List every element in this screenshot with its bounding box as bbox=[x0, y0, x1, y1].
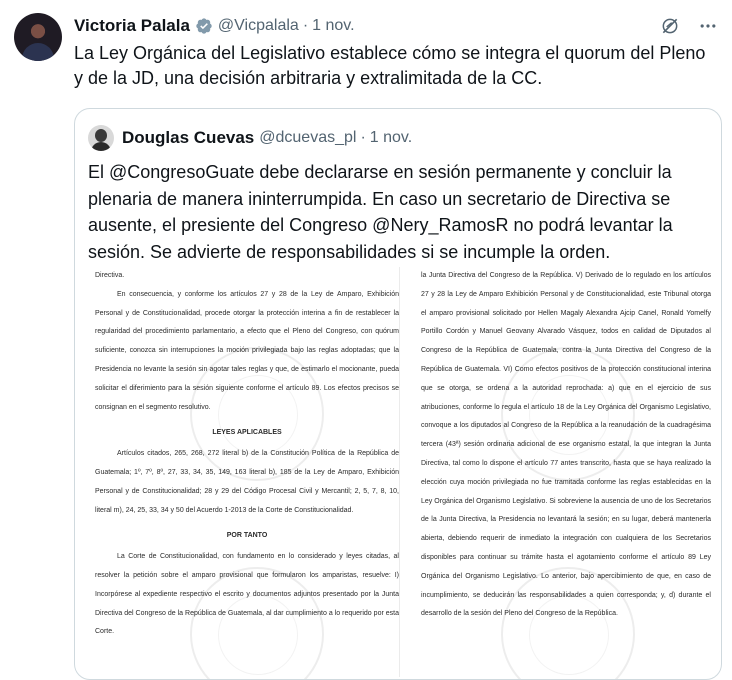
doc-left-paragraph-4: La Corte de Constitucionalidad, con fundamento en lo considerado y leyes citadas, al resolver la petición sobre el amparo provisional que formularon los amparistas, resuelve: I) Incorpórese al expediente respectivo el escrito y documentos adjuntos presentado por la Junta Directiva del Congreso de la República de Guatemala, al dar cumplimiento a lo requerido por esta Corte. bbox=[95, 553, 399, 636]
quote-date[interactable]: 1 nov. bbox=[369, 129, 413, 146]
post-header bbox=[74, 14, 718, 38]
author-avatar[interactable] bbox=[14, 13, 62, 61]
quote-author-avatar[interactable] bbox=[88, 125, 114, 151]
doc-left-heading-leyes: LEYES APLICABLES bbox=[212, 429, 282, 437]
verified-badge-icon bbox=[195, 17, 213, 35]
grok-icon[interactable] bbox=[660, 16, 680, 36]
post-text: La Ley Orgánica del Legislativo establece cómo se integra el quorum del Pleno y de la JD, una decisión arbitraria y extralimitada de la CC. bbox=[74, 43, 706, 88]
doc-left-paragraph-1: Directiva. bbox=[95, 272, 125, 279]
doc-left-paragraph-2: En consecuencia, y conforme los artículos 27 y 28 de la Ley de Amparo, Exhibición Personal y de Constitucionalidad, procede otorgar la protección interina a fin de restablecer la regularidad del procedimiento parlamentario, a efecto que el Pleno del Congreso, con quórum suficiente, conozca sin interrupciones la moción privilegiada bajo las reglas adoptadas; que la Presidencia no levante la sesión sin agotar tales reglas y que, de estimarlo el mocionante, pueda solicitar el diferimiento para la sesión siguiente conforme el artículo 89. Los efectos precisos se consignan en el segmento resolutivo. bbox=[95, 290, 399, 411]
header-actions bbox=[660, 16, 718, 36]
document-page-right bbox=[421, 267, 711, 677]
post-date[interactable]: 1 nov. bbox=[312, 17, 355, 34]
author-name[interactable]: Victoria Palala bbox=[74, 16, 190, 35]
quote-author-name[interactable]: Douglas Cuevas bbox=[122, 128, 255, 147]
document-page-left bbox=[95, 267, 400, 677]
doc-left-heading-portanto: POR TANTO bbox=[226, 532, 268, 540]
document-image[interactable] bbox=[95, 267, 715, 677]
quote-separator-dot: · bbox=[360, 129, 366, 146]
quote-text: El @CongresoGuate debe declararse en sesión permanente y concluir la plenaria de manera ininterrumpida. En caso un secretario de Directiva se ausente, el presiente del Congreso @Nery_RamosR no podrá levantar la sesión. Se advierte de responsabilidades si se incumple la orden. bbox=[88, 162, 673, 262]
quoted-post[interactable] bbox=[74, 108, 722, 680]
doc-left-paragraph-3: Artículos citados, 265, 268, 272 literal b) de la Constitución Política de la República de Guatemala; 1º, 7º, 8º, 27, 33, 34, 35, 149, 163 literal b), 185 de la Ley de Amparo, Exhibición Personal y de Constitucionalidad; 28 y 29 del Código Procesal Civil y Mercantil; 2, 5, 7, 8, 10, literal m), 24, 25, 33, 34 y 50 del Acuerdo 1-2013 de la Corte de Constitucionalidad. bbox=[95, 450, 399, 514]
separator-dot: · bbox=[302, 17, 309, 34]
author-handle[interactable]: @Vicpalala bbox=[217, 17, 299, 34]
doc-right-paragraph-1: la Junta Directiva del Congreso de la República. V) Derivado de lo regulado en los artículos 27 y 28 la Ley de Amparo Exhibición Personal y de Constitucionalidad, este Tribunal otorga el amparo provisional solicitado por Hellen Magaly Alexandra Ajcip Canel, Ronald Yomelfy Portillo Cordón y Manuel Geovany Alvarado Vásquez, todos en calidad de Diputados al Congreso de la República de Guatemala, contra la Junta Directiva del Congreso de la República de Guatemala. VI) Como efectos positivos de la protección constitucional interina que se otorga, se ordena a la autoridad reprochada: a) que en el ejercicio de sus atribuciones, conforme lo regula el artículo 18 de la Ley Orgánica del Organismo Legislativo, convoque a los diputados al Congreso de la República a la reanudación de la cuadragésima tercera (43ª) sesión ordinaria adicional de ese organismo estatal, la que integran la Junta Directiva, tal como lo dispone el artículo 77 antes transcrito, hasta que se haya realizado la elección cuya moción privilegiada no fue tramitada conforme las reglas establecidas en la Ley Orgánica del Organismo Legislativo. Si sobreviene la ausencia de uno de los Secretarios de la Junta Directiva, la Presidencia no levantará la sesión; en su lugar, deberá mantenerla abierta, debiendo requerir de inmediato la integración con cualquiera de los Secretarios disponibles para continuar su trámite hasta el agotamiento conforme el artículo 89 Ley Orgánica del Organismo Legislativo. Lo anterior, bajo apercibimiento de que, en caso de incumplimiento, se deducirán las responsabilidades a quien corresponda; y, d) durante el desarrollo de la sesión del Pleno del Congreso de la República. bbox=[421, 272, 711, 618]
more-icon[interactable] bbox=[698, 16, 718, 36]
quote-header bbox=[88, 125, 412, 151]
quote-author-handle[interactable]: @dcuevas_pl bbox=[259, 129, 357, 146]
